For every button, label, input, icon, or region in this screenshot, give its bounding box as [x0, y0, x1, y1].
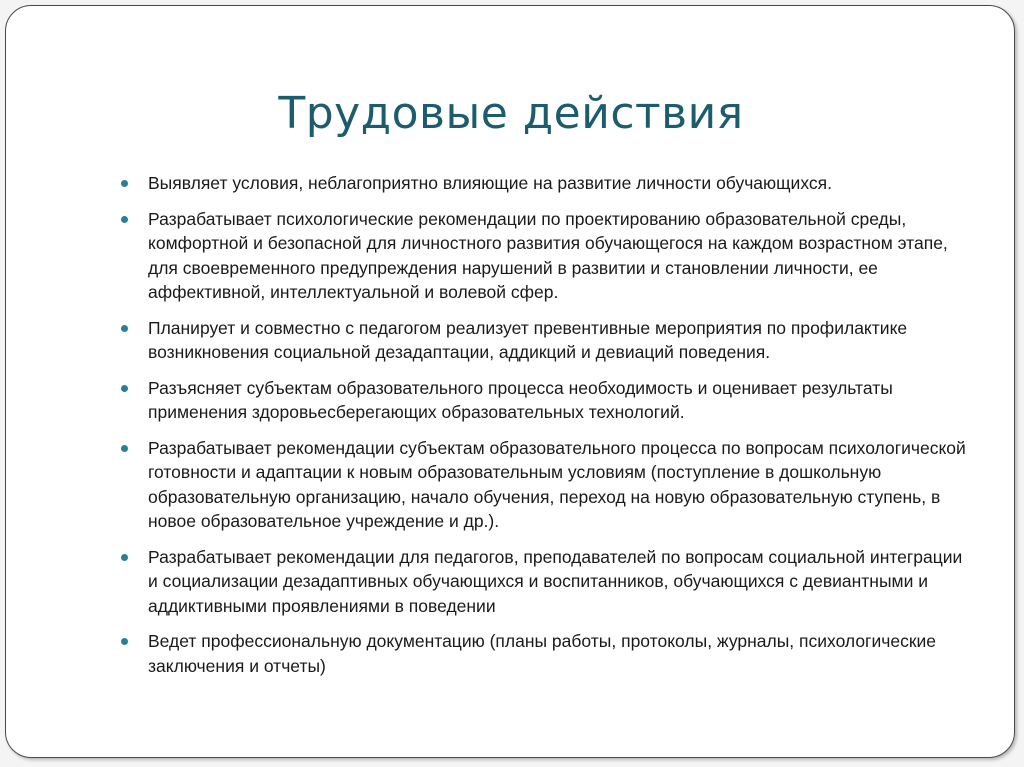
- bullet-text: Планирует и совместно с педагогом реализует превентивные мероприятия по профилактике возникновения социальной дезадаптации, аддикций и девиаций поведения.: [148, 317, 908, 362]
- slide-frame: [5, 5, 1015, 758]
- bullet-dot-icon: [121, 325, 128, 332]
- slide-title: Трудовые действия: [278, 88, 744, 139]
- bullet-dot-icon: [121, 445, 128, 452]
- bullet-item: [115, 629, 975, 678]
- bullet-item: [115, 436, 975, 534]
- bullet-text: Разрабатывает рекомендации для педагогов, преподавателей по вопросам социальной интеграции и социализации дезадаптивных обучающихся и воспитанников, обучающихся с девиантными и аддиктивными проявлениями в поведении: [148, 546, 963, 616]
- bullet-item: [115, 207, 975, 305]
- bullet-item: [115, 316, 975, 365]
- bullet-dot-icon: [121, 385, 128, 392]
- bullet-item: [115, 545, 975, 619]
- bullet-item: [115, 171, 975, 196]
- bullet-dot-icon: [121, 216, 128, 223]
- bullet-text: Разъясняет субъектам образовательного процесса необходимость и оценивает результаты применения здоровьесберегающих образовательных технологий.: [148, 377, 893, 422]
- bullet-dot-icon: [121, 638, 128, 645]
- bullet-text: Ведет профессиональную документацию (планы работы, протоколы, журналы, психологические заключения и отчеты): [148, 631, 936, 676]
- bullet-dot-icon: [121, 554, 128, 561]
- bullet-dot-icon: [121, 180, 128, 187]
- bullet-text: Выявляет условия, неблагоприятно влияющие на развитие личности обучающихся.: [148, 173, 832, 193]
- bullet-text: Разрабатывает рекомендации субъектам образовательного процесса по вопросам психологической готовности и адаптации к новым образовательным условиям (поступление в дошкольную образовательную организацию, начало обучения, переход на новую образовательную ступень, в новое образовательное учреждение и др.).: [148, 437, 966, 531]
- bullet-text: Разрабатывает психологические рекомендации по проектированию образовательной среды, комфортной и безопасной для личностного развития обучающегося на каждом возрастном этапе, для своевременного предупреждения нарушений в развитии и становлении личности, ее аффективной, интеллектуальной и волевой сфер.: [148, 208, 948, 302]
- bullet-list: [115, 171, 975, 689]
- bullet-item: [115, 376, 975, 425]
